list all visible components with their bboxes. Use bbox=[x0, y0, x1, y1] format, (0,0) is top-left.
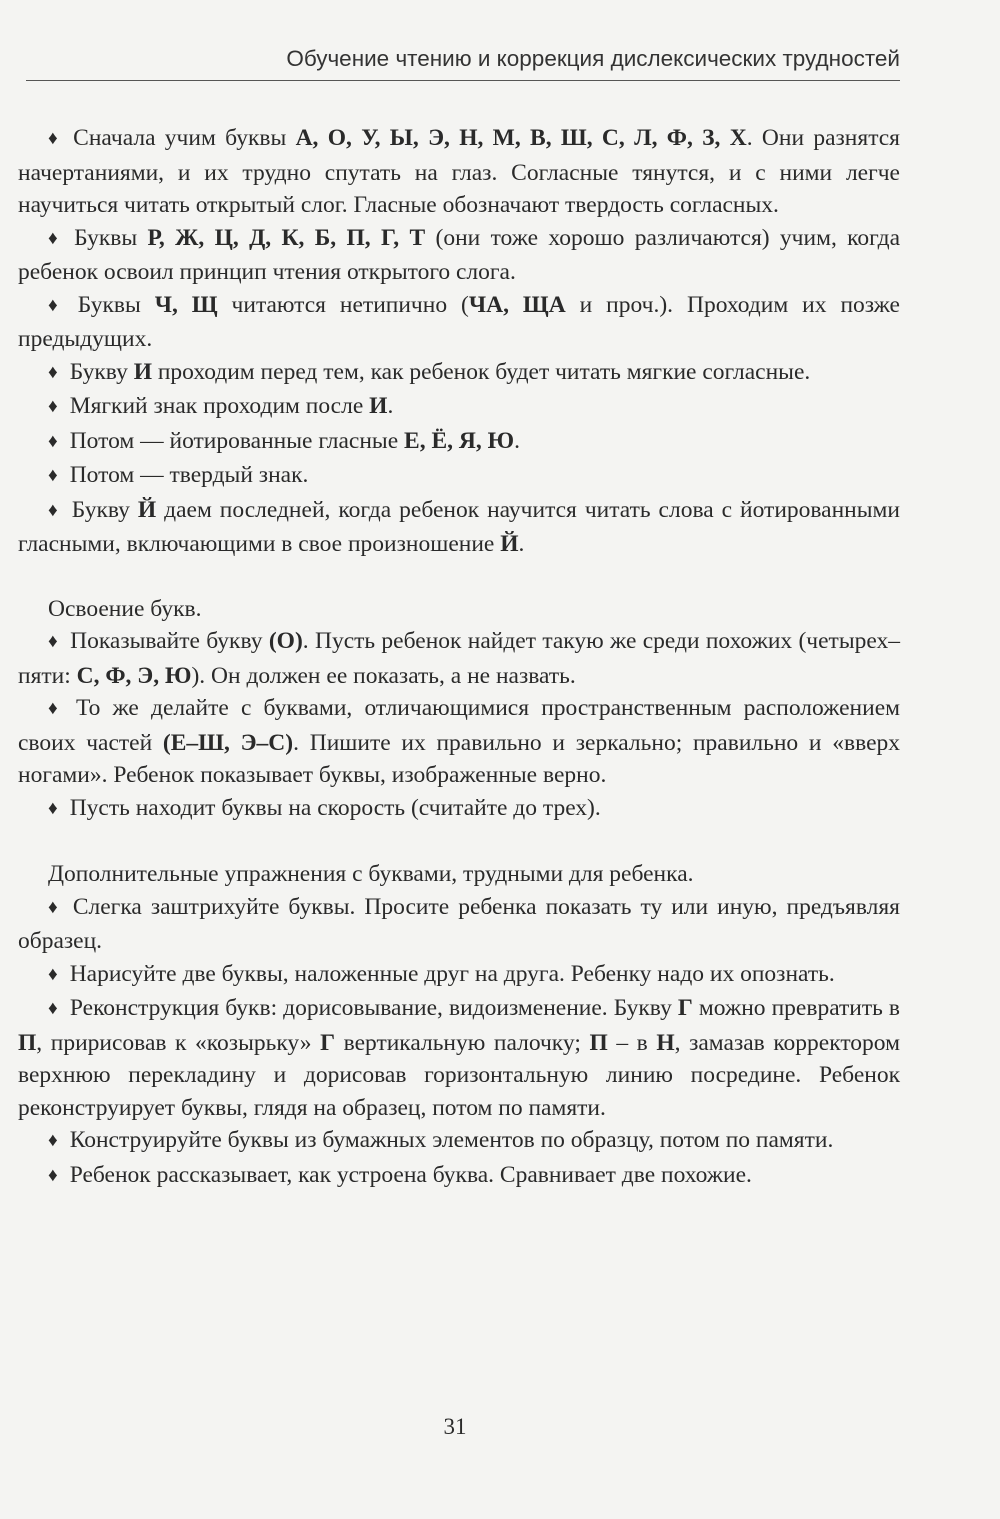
text-run: , пририсовав к «козырьку» bbox=[36, 1029, 321, 1056]
diamond-bullet-icon: ♦ bbox=[48, 1164, 58, 1186]
bullet-paragraph bbox=[18, 692, 900, 792]
diamond-bullet-icon: ♦ bbox=[48, 430, 58, 452]
bold-text: П bbox=[589, 1029, 608, 1056]
diamond-bullet-icon: ♦ bbox=[48, 396, 58, 417]
diamond-bullet-icon: ♦ bbox=[48, 896, 61, 918]
text-run: (они тоже хорошо различаются) учим, когда ребенок освоил принцип чтения открытого слога. bbox=[18, 224, 900, 285]
bullet-paragraph bbox=[18, 222, 900, 289]
page-body bbox=[18, 122, 900, 1193]
text-run: Дополнительные упражнения с буквами, трудными для ребенка. bbox=[48, 861, 694, 887]
page-number: 31 bbox=[443, 1414, 467, 1439]
bold-text: Г bbox=[677, 995, 693, 1021]
text-run: Мягкий знак проходим после bbox=[69, 393, 370, 419]
bold-text: Й bbox=[500, 531, 519, 557]
diamond-bullet-icon: ♦ bbox=[48, 227, 63, 249]
text-run: проходим перед тем, как ребенок будет читать мягкие согласные. bbox=[151, 358, 811, 385]
bullet-paragraph bbox=[18, 992, 900, 1124]
bullet-paragraph bbox=[18, 792, 900, 827]
bold-text: Й bbox=[137, 496, 157, 523]
text-run: Буквы bbox=[74, 224, 148, 251]
running-header: Обучение чтению и коррекция дислексических трудностей bbox=[286, 46, 900, 71]
text-run: Реконструкция букв: дорисовывание, видоизменение. Букву bbox=[69, 995, 678, 1021]
text-run: читаются нетипично ( bbox=[217, 291, 469, 318]
text-run: можно превратить в bbox=[692, 995, 901, 1021]
text-run: . bbox=[518, 531, 525, 557]
text-run: и проч.). Проходим их позже предыдущих. bbox=[18, 291, 900, 352]
text-run: . bbox=[514, 427, 520, 454]
diamond-bullet-icon: ♦ bbox=[48, 963, 58, 985]
bullet-paragraph bbox=[18, 390, 900, 425]
bold-text: Ч, Щ bbox=[154, 291, 218, 318]
text-run: . bbox=[387, 393, 394, 419]
text-run: Слегка заштрихуйте буквы. Просите ребенка показать ту или иную, предъявляя образец. bbox=[18, 893, 900, 954]
bold-text: Е, Ё, Я, Ю bbox=[404, 427, 515, 454]
text-run: даем последней, когда ребенок научится читать слова с йотированными гласными, включающими в свое произношение bbox=[18, 496, 900, 557]
text-run: . Пишите их правильно и зеркально; правильно и «вверх ногами». Ребенок показывает буквы, изображенные верно. bbox=[18, 729, 900, 788]
diamond-bullet-icon: ♦ bbox=[48, 128, 62, 149]
bold-text: Р, Ж, Ц, Д, К, Б, П, Г, Т bbox=[147, 224, 426, 251]
header-rule bbox=[26, 80, 900, 81]
bold-text: Н bbox=[656, 1029, 675, 1056]
text-run: Ребенок рассказывает, как устроена буква. Сравнивает две похожие. bbox=[69, 1161, 752, 1188]
bullet-paragraph bbox=[18, 356, 900, 391]
bullet-paragraph bbox=[18, 1124, 900, 1159]
text-run: Букву bbox=[71, 496, 138, 523]
text-run: Нарисуйте две буквы, наложенные друг на друга. Ребенку надо их опознать. bbox=[69, 960, 835, 987]
diamond-bullet-icon: ♦ bbox=[48, 499, 60, 521]
diamond-bullet-icon: ♦ bbox=[48, 465, 58, 486]
bullet-paragraph bbox=[18, 459, 900, 494]
diamond-bullet-icon: ♦ bbox=[48, 294, 66, 316]
bold-text: ЧА, ЩА bbox=[468, 291, 566, 318]
text-run: Буквы bbox=[77, 291, 155, 318]
text-run: Сначала учим буквы bbox=[73, 125, 296, 151]
diamond-bullet-icon: ♦ bbox=[48, 998, 58, 1019]
text-run: . Они разнятся начертаниями, и их трудно спутать на глаз. Согласные тянутся, и с ними легче научиться читать открытый слог. Гласные обозначают твердость согласных. bbox=[18, 125, 900, 218]
bullet-paragraph bbox=[18, 625, 900, 692]
text-run: Пусть находит буквы на скорость (считайте до трех). bbox=[69, 794, 601, 821]
bold-text: А, О, У, Ы, Э, Н, М, В, Ш, С, Л, Ф, З, Х bbox=[295, 125, 747, 151]
text-run: – в bbox=[607, 1029, 657, 1056]
text-run: . Пусть ребенок найдет такую же среди похожих (четырех–пяти: bbox=[18, 628, 900, 689]
bold-text: Г bbox=[320, 1029, 336, 1056]
bold-text: (О) bbox=[268, 628, 303, 654]
text-run: Потом — йотированные гласные bbox=[69, 427, 405, 454]
text-run: Показывайте букву bbox=[70, 628, 269, 654]
text-run: Освоение букв. bbox=[48, 595, 202, 622]
text-run: То же делайте с буквами, отличающимися пространственным расположением своих частей bbox=[18, 695, 900, 756]
section-heading bbox=[18, 593, 900, 626]
diamond-bullet-icon: ♦ bbox=[48, 361, 58, 383]
diamond-bullet-icon: ♦ bbox=[48, 1130, 58, 1151]
diamond-bullet-icon: ♦ bbox=[48, 631, 59, 652]
diamond-bullet-icon: ♦ bbox=[48, 698, 64, 719]
text-run: Потом — твердый знак. bbox=[69, 462, 309, 488]
bullet-paragraph bbox=[18, 425, 900, 460]
bold-text: И bbox=[133, 358, 152, 385]
bullet-paragraph bbox=[18, 289, 900, 356]
text-run: Конструируйте буквы из бумажных элементов по образцу, потом по памяти. bbox=[69, 1127, 834, 1153]
section-heading bbox=[18, 858, 900, 891]
diamond-bullet-icon: ♦ bbox=[48, 797, 58, 819]
text-run: вертикальную палочку; bbox=[335, 1029, 590, 1056]
text-run: , замазав корректором верхнюю перекладину и дорисовав горизонтальную линию посредине. Ребенок реконструирует буквы, глядя на образец, потом по памяти. bbox=[18, 1029, 900, 1121]
bullet-paragraph bbox=[18, 122, 900, 222]
bold-text: (Е–Ш, Э–С) bbox=[162, 729, 294, 756]
bold-text: И bbox=[369, 393, 388, 419]
bullet-paragraph bbox=[18, 891, 900, 958]
bullet-paragraph bbox=[18, 494, 900, 561]
text-run: Букву bbox=[69, 358, 134, 385]
bullet-paragraph bbox=[18, 958, 900, 993]
bullet-paragraph bbox=[18, 1159, 900, 1194]
text-run: ). Он должен ее показать, а не назвать. bbox=[191, 662, 576, 689]
bold-text: П bbox=[18, 1029, 37, 1056]
bold-text: С, Ф, Э, Ю bbox=[76, 662, 192, 689]
